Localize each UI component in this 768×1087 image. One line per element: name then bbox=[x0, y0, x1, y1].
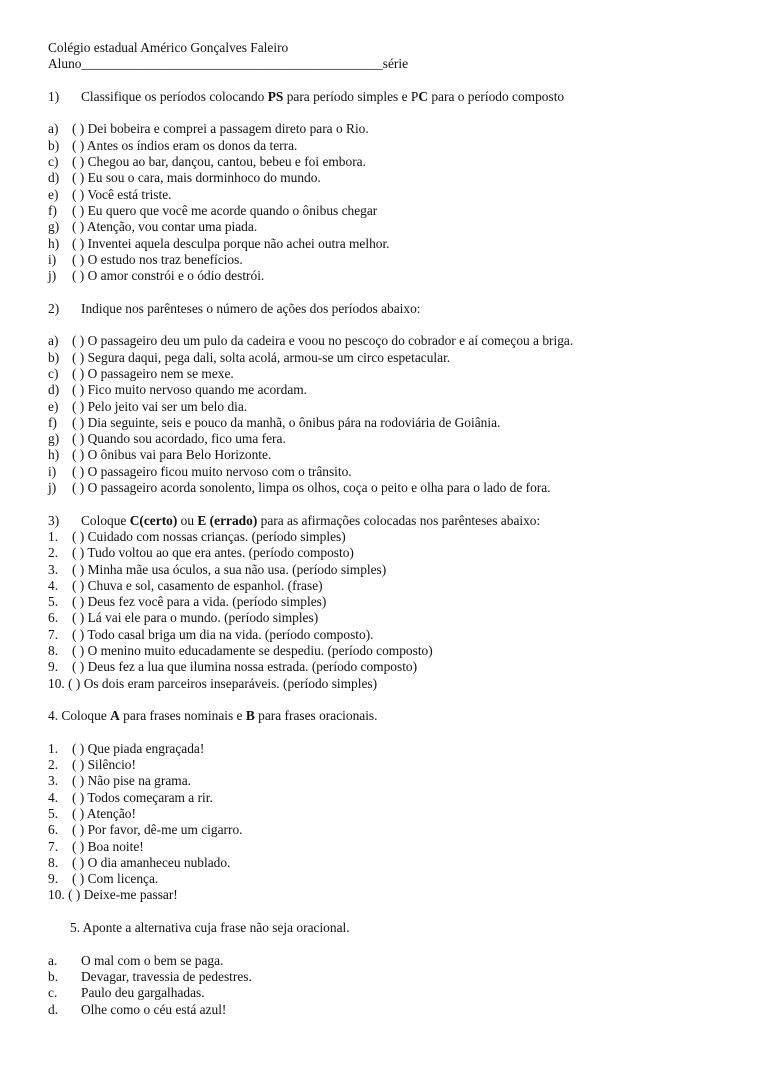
question-number: 3) bbox=[48, 512, 60, 528]
list-item: g) ( ) Quando sou acordado, fico uma fera. bbox=[48, 431, 286, 447]
list-item: 8. ( ) O menino muito educadamente se despediu. (período composto) bbox=[48, 642, 433, 658]
list-item: 2. ( ) Silêncio! bbox=[48, 757, 136, 773]
list-item: e) ( ) Você está triste. bbox=[48, 186, 172, 202]
list-item: c) ( ) O passageiro nem se mexe. bbox=[48, 365, 234, 381]
list-item: a) ( ) O passageiro deu um pulo da cadeira e voou no pescoço do cobrador e aí começou a briga. bbox=[48, 333, 574, 349]
list-item: h) ( ) Inventei aquela desculpa porque não achei outra melhor. bbox=[48, 235, 390, 251]
list-item: 7. ( ) Todo casal briga um dia na vida. (período composto). bbox=[48, 626, 374, 642]
list-item: 6. ( ) Lá vai ele para o mundo. (período simples) bbox=[48, 610, 319, 626]
list-item: 9. ( ) Com licença. bbox=[48, 871, 159, 887]
question-2-items bbox=[48, 333, 738, 496]
list-item: g) ( ) Atenção, vou contar uma piada. bbox=[48, 219, 258, 235]
list-item: d) ( ) Eu sou o cara, mais dorminhoco do mundo. bbox=[48, 170, 321, 186]
question-1-title bbox=[48, 89, 738, 105]
student-name-field: Aluno_____________________________________________série bbox=[48, 56, 409, 72]
list-item: 1. ( ) Que piada engraçada! bbox=[48, 740, 205, 756]
question-4-title bbox=[48, 708, 738, 724]
list-item: 7. ( ) Boa noite! bbox=[48, 838, 144, 854]
student-name-line bbox=[48, 56, 738, 72]
list-item: i) ( ) O estudo nos traz benefícios. bbox=[48, 251, 243, 267]
list-item: c) ( ) Chegou ao bar, dançou, cantou, bebeu e foi embora. bbox=[48, 154, 366, 170]
list-item: a. O mal com o bem se paga. bbox=[48, 952, 224, 968]
list-item: j) ( ) O passageiro acorda sonolento, limpa os olhos, coça o peito e olha para o lado de fora. bbox=[48, 480, 551, 496]
list-item: h) ( ) O ônibus vai para Belo Horizonte. bbox=[48, 447, 272, 463]
list-item: c. Paulo deu gargalhadas. bbox=[48, 985, 205, 1001]
question-text: 4. Coloque A para frases nominais e B para frases oracionais. bbox=[48, 708, 378, 724]
list-item: b) ( ) Segura daqui, pega dali, solta acolá, armou-se um circo espetacular. bbox=[48, 349, 451, 365]
school-name: Colégio estadual Américo Gonçalves Faleiro bbox=[48, 40, 289, 55]
question-1-items bbox=[48, 121, 738, 284]
list-item: 8. ( ) O dia amanheceu nublado. bbox=[48, 854, 231, 870]
list-item: 5. ( ) Atenção! bbox=[48, 805, 136, 821]
question-5-title bbox=[48, 920, 738, 936]
question-3-items bbox=[48, 529, 738, 692]
list-item: 9. ( ) Deus fez a lua que ilumina nossa estrada. (período composto) bbox=[48, 659, 418, 675]
question-number: 1) bbox=[48, 88, 60, 104]
question-text: 5. Aponte a alternativa cuja frase não seja oracional. bbox=[70, 920, 350, 936]
list-item: b) ( ) Antes os índios eram os donos da terra. bbox=[48, 137, 298, 153]
question-text: Indique nos parênteses o número de ações dos períodos abaixo: bbox=[81, 300, 421, 316]
list-item: b. Devagar, travessia de pedestres. bbox=[48, 968, 252, 984]
question-number: 2) bbox=[48, 300, 60, 316]
list-item: 10. ( ) Deixe-me passar! bbox=[48, 887, 178, 903]
list-item: 4. ( ) Chuva e sol, casamento de espanhol. (frase) bbox=[48, 577, 323, 593]
question-3-title bbox=[48, 513, 738, 529]
list-item: f) ( ) Eu quero que você me acorde quando o ônibus chegar bbox=[48, 202, 378, 218]
question-5-options bbox=[48, 953, 738, 1018]
list-item: f) ( ) Dia seguinte, seis e pouco da manhã, o ônibus pára na rodoviária de Goiânia. bbox=[48, 414, 501, 430]
list-item: j) ( ) O amor constrói e o ódio destrói. bbox=[48, 268, 265, 284]
worksheet-page bbox=[48, 40, 738, 1018]
question-2-title bbox=[48, 301, 738, 317]
list-item: 5. ( ) Deus fez você para a vida. (período simples) bbox=[48, 594, 327, 610]
question-4-items bbox=[48, 741, 738, 904]
list-item: a) ( ) Dei bobeira e comprei a passagem direto para o Rio. bbox=[48, 121, 369, 137]
list-item: 2. ( ) Tudo voltou ao que era antes. (período composto) bbox=[48, 545, 354, 561]
question-text: Classifique os períodos colocando PS para período simples e PC para o período composto bbox=[81, 88, 565, 104]
list-item: i) ( ) O passageiro ficou muito nervoso com o trânsito. bbox=[48, 463, 352, 479]
list-item: 3. ( ) Minha mãe usa óculos, a sua não usa. (período simples) bbox=[48, 561, 387, 577]
list-item: 4. ( ) Todos começaram a rir. bbox=[48, 789, 213, 805]
list-item: e) ( ) Pelo jeito vai ser um belo dia. bbox=[48, 398, 248, 414]
question-text: Coloque C(certo) ou E (errado) para as afirmações colocadas nos parênteses abaixo: bbox=[81, 512, 541, 528]
list-item: d. Olhe como o céu está azul! bbox=[48, 1001, 227, 1017]
list-item: 3. ( ) Não pise na grama. bbox=[48, 773, 191, 789]
list-item: 10. ( ) Os dois eram parceiros inseparáveis. (período simples) bbox=[48, 675, 378, 691]
list-item: 6. ( ) Por favor, dê-me um cigarro. bbox=[48, 822, 243, 838]
list-item: d) ( ) Fico muito nervoso quando me acordam. bbox=[48, 382, 308, 398]
school-name-line bbox=[48, 40, 738, 56]
list-item: 1. ( ) Cuidado com nossas crianças. (período simples) bbox=[48, 528, 346, 544]
